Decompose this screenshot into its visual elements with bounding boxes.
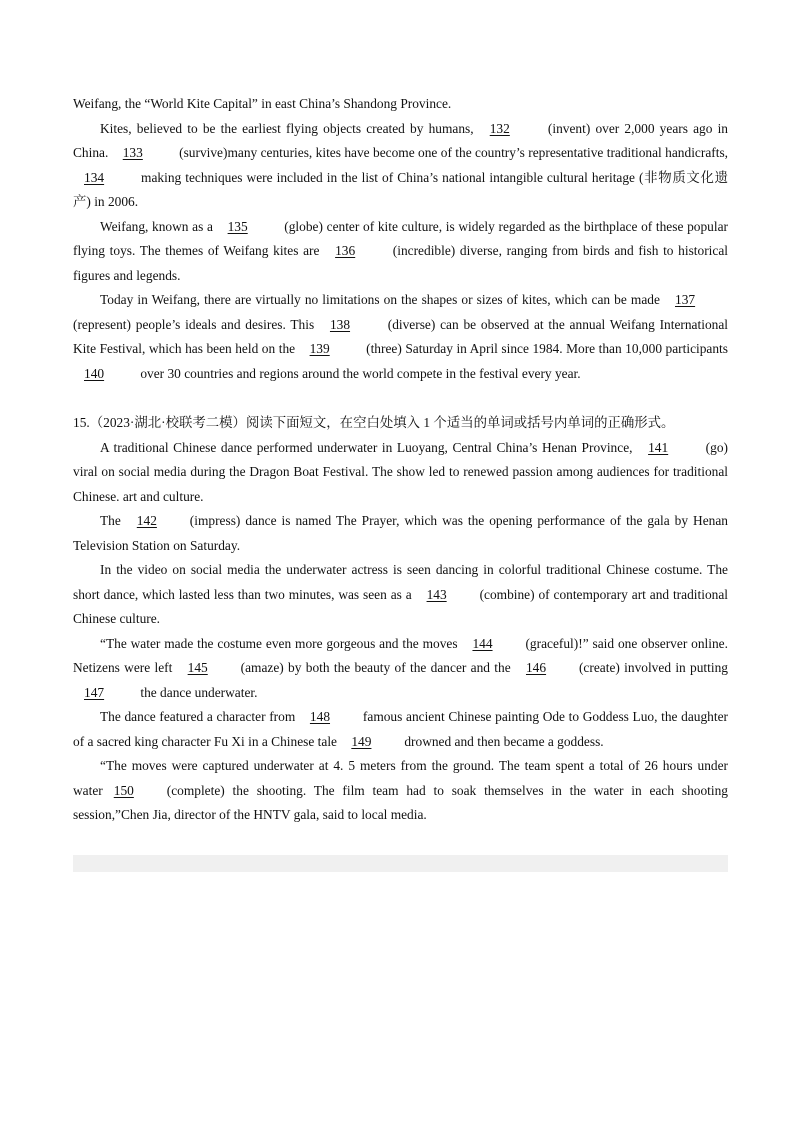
blank-135[interactable]: 135 <box>227 218 248 234</box>
text-span: (three) Saturday in April since 1984. More than 10,000 participants <box>362 341 728 356</box>
passage1-p2 <box>73 215 728 289</box>
text-span: (globe) center of kite culture, is widely regarded as the birthplace of these popular flying toys. The themes of Weifang kites are <box>73 218 728 258</box>
document-page <box>73 92 728 828</box>
blank-146[interactable]: 146 <box>525 660 547 675</box>
question-15-heading: 15.（2023·湖北·校联考二模）阅读下面短文，在空白处填入 1 个适当的单词或括号内单词的正确形式。 <box>73 415 675 430</box>
blank-138[interactable]: 138 <box>329 316 351 332</box>
text-span: Kites, believed to be the earliest flying objects created by humans, <box>100 120 479 136</box>
text-span: (represent) people’s ideals and desires. This <box>73 316 319 332</box>
blank-147[interactable]: 147 <box>84 684 105 700</box>
page-footer-bar <box>73 855 728 872</box>
text-span: making techniques were included in the list of China’s national intangible cultural heritage (非物质文化遗产) in 2006. <box>73 169 728 209</box>
q15-p5 <box>73 705 728 754</box>
text-span: The <box>100 513 126 528</box>
text-span: over 30 countries and regions around the world compete in the festival every year. <box>137 365 581 381</box>
text-span: (combine) of contemporary art and traditional Chinese culture. <box>73 586 728 626</box>
text-span: (incredible) diverse, ranging from birds and fish to historical figures and legends. <box>73 243 729 283</box>
blank-134[interactable]: 134 <box>84 169 105 185</box>
text-span: Weifang, known as a <box>100 218 217 234</box>
blank-132[interactable]: 132 <box>489 120 510 136</box>
text-span: “The water made the costume even more gorgeous and the moves <box>100 635 462 651</box>
text-span: the dance underwater. <box>137 684 258 700</box>
passage1-p3 <box>73 288 728 386</box>
q15-p2 <box>73 509 728 558</box>
text-span: famous ancient Chinese painting Ode to Goddess Luo, the daughter of a sacred king character Fu Xi in a Chinese tale <box>73 709 728 749</box>
text-span: A traditional Chinese dance performed underwater in Luoyang, Central China’s Henan Province, <box>100 439 638 455</box>
blank-136[interactable]: 136 <box>335 243 356 258</box>
blank-144[interactable]: 144 <box>472 635 493 651</box>
blank-145[interactable]: 145 <box>187 660 208 675</box>
text-span: (create) involved in putting <box>578 660 728 675</box>
blank-140[interactable]: 140 <box>84 365 105 381</box>
text-span: “The moves were captured underwater at 4. 5 meters from the ground. The team spent a total of 26 hours under water <box>73 758 728 798</box>
text-span: drowned and then became a goddess. <box>404 733 604 749</box>
blank-141[interactable]: 141 <box>648 439 669 455</box>
blank-139[interactable]: 139 <box>309 341 330 356</box>
q15-p6 <box>73 754 728 828</box>
blank-137[interactable]: 137 <box>675 292 696 307</box>
passage1-p1 <box>73 117 728 215</box>
text-span: (graceful)!” said one observer online. Netizens were left <box>73 635 728 675</box>
passage1-p0: Weifang, the “World Kite Capital” in east China’s Shandong Province. <box>73 96 452 111</box>
q15-p3 <box>73 558 728 632</box>
text-span: (impress) dance is named The Prayer, which was the opening performance of the gala by Henan Television Station on Saturday. <box>73 513 728 553</box>
text-span: (survive)many centuries, kites have become one of the country’s representative traditional handicrafts, <box>175 145 728 160</box>
text-span: The dance featured a character from <box>100 709 299 724</box>
text-span: (amaze) by both the beauty of the dancer and the <box>240 660 515 675</box>
text-span: (invent) over 2,000 years ago in China. <box>73 120 728 160</box>
blank-143[interactable]: 143 <box>426 586 447 602</box>
q15-p1 <box>73 436 728 510</box>
blank-133[interactable]: 133 <box>122 145 143 160</box>
text-span: (go) viral on social media during the Dragon Boat Festival. The show led to renewed passion among audiences for traditional Chinese. art and culture. <box>73 439 728 504</box>
blank-148[interactable]: 148 <box>309 709 331 724</box>
text-span: In the video on social media the underwater actress is seen dancing in colorful traditional Chinese costume. The short dance, which lasted less than two minutes, was seen as a <box>73 562 728 602</box>
blank-150[interactable]: 150 <box>113 782 134 798</box>
text-span: (diverse) can be observed at the annual Weifang International Kite Festival, which has been held on the <box>73 316 728 356</box>
text-span: Today in Weifang, there are virtually no limitations on the shapes or sizes of kites, which can be made <box>100 292 664 307</box>
blank-149[interactable]: 149 <box>351 733 372 749</box>
blank-142[interactable]: 142 <box>136 513 157 528</box>
q15-p4 <box>73 632 728 706</box>
text-span: (complete) the shooting. The film team had to soak themselves in the water in each shooting session,”Chen Jia, director of the HNTV gala, said to local media. <box>73 782 728 822</box>
